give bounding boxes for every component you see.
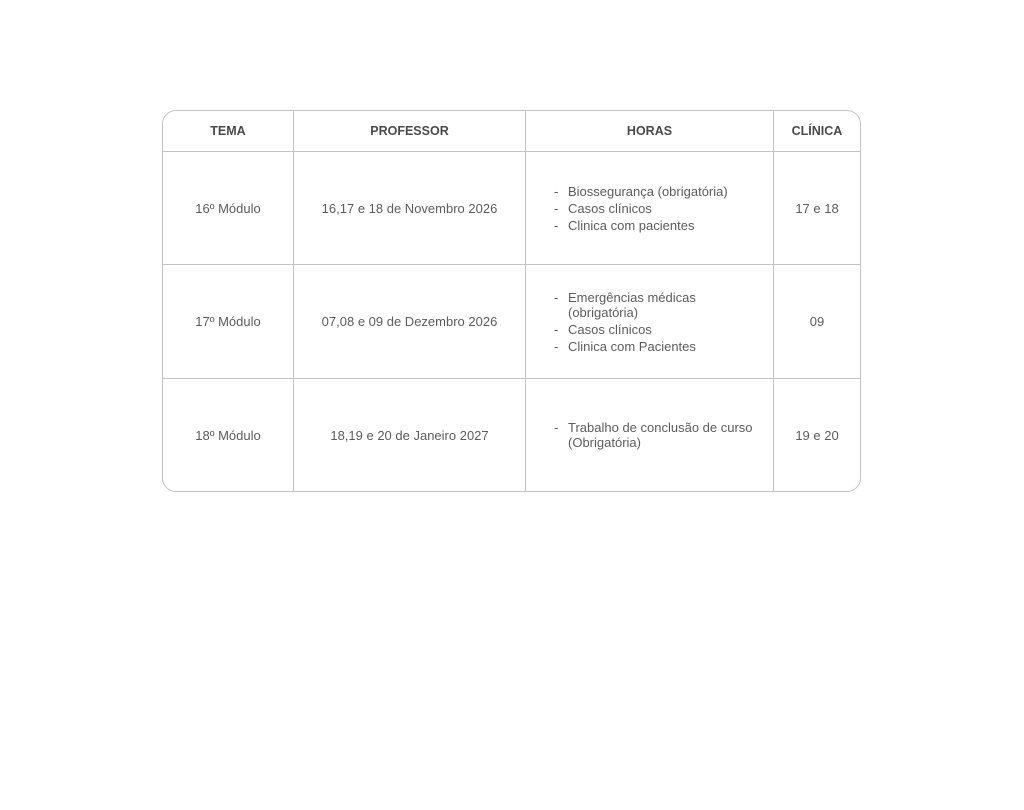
- header-horas: HORAS: [526, 111, 774, 152]
- hours-item-text: Biossegurança (obrigatória): [568, 183, 728, 199]
- row-2-horas: [526, 265, 774, 379]
- row-3-horas-list: [554, 418, 763, 452]
- row-1-tema: 16º Módulo: [163, 152, 294, 265]
- row-3-tema: 18º Módulo: [163, 379, 294, 491]
- row-3-horas: [526, 379, 774, 491]
- row-3-clinica: 19 e 20: [795, 427, 839, 443]
- dash-bullet: -: [554, 321, 559, 337]
- row-1-horas-list: [554, 182, 728, 235]
- row-2-horas-list: [554, 288, 718, 356]
- hours-item-text: Trabalho de conclusão de curso (Obrigatória): [568, 420, 753, 450]
- hours-item-text: Clinica com Pacientes: [568, 338, 696, 354]
- dash-bullet: -: [554, 338, 559, 354]
- list-item: [554, 290, 718, 320]
- list-item: [554, 184, 728, 199]
- hours-item-text: Emergências médicas (obrigatória): [568, 289, 696, 320]
- hours-item-text: Casos clínicos: [568, 200, 652, 216]
- list-item: [554, 322, 718, 337]
- header-clinica: CLÍNICA: [774, 111, 860, 152]
- row-2-professor: 07,08 e 09 de Dezembro 2026: [294, 265, 526, 379]
- hours-item-text: Clinica com pacientes: [568, 217, 695, 233]
- list-item: [554, 201, 728, 216]
- row-2-clinica: 09: [774, 265, 860, 379]
- list-item: [554, 339, 718, 354]
- header-tema: TEMA: [163, 111, 294, 152]
- row-3-professor: 18,19 e 20 de Janeiro 2027: [294, 379, 526, 491]
- dash-bullet: -: [554, 183, 559, 199]
- row-1-professor: 16,17 e 18 de Novembro 2026: [294, 152, 526, 265]
- hours-item-text: Casos clínicos: [568, 321, 652, 337]
- header-professor: PROFESSOR: [294, 111, 526, 152]
- schedule-grid: [163, 111, 860, 491]
- schedule-table: [162, 110, 861, 492]
- dash-bullet: -: [554, 217, 559, 233]
- dash-bullet: -: [554, 420, 559, 435]
- list-item: [554, 218, 728, 233]
- row-2-tema: 17º Módulo: [163, 265, 294, 379]
- dash-bullet: -: [554, 200, 559, 216]
- list-item: [554, 420, 763, 450]
- row-1-clinica: 17 e 18: [774, 152, 860, 265]
- row-1-horas: [526, 152, 774, 265]
- dash-bullet: -: [554, 289, 559, 305]
